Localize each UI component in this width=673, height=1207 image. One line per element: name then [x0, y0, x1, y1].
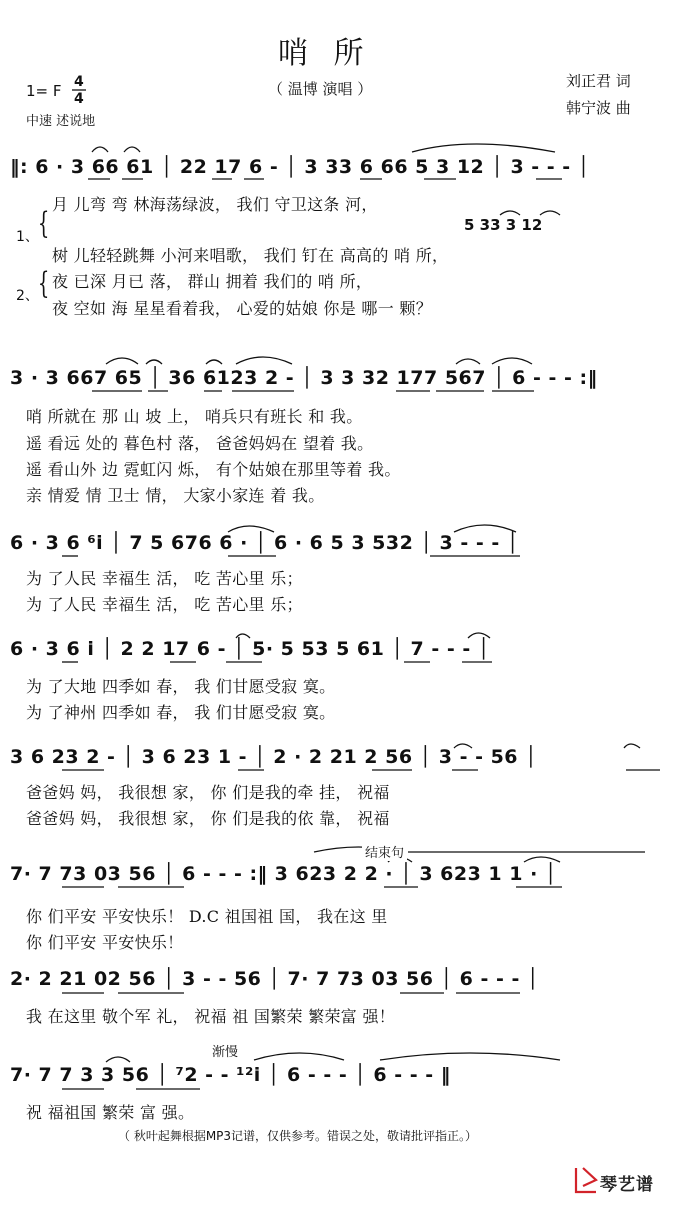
ritardando-marker: 渐慢	[212, 1045, 239, 1060]
notation-line-2: 3 · 3 667 65 │ 36 6123 2 - │ 3 3 32 177 567 │ 6 - - - :‖	[10, 367, 598, 389]
verse-label-1: 1、	[16, 229, 39, 245]
verse-brace-2: {	[37, 266, 50, 301]
lyric-5a: 爸爸妈 妈， 我很想 家， 你 们是我的牵 挂， 祝福	[26, 783, 390, 802]
ending-phrase-marker: 结束句	[362, 842, 407, 861]
notation-line-5: 3 6 23 2 - │ 3 6 23 1 - │ 2 · 2 21 2 56 │ 3 - - 56 │	[10, 746, 538, 768]
lyric-6a: 你 们平安 平安快乐！ D.C 祖国祖 国， 我在这 里	[26, 907, 388, 926]
lyric-1-verse-1b: 树 儿轻轻跳舞 小河来唱歌， 我们 钉在 高高的 哨 所，	[52, 246, 449, 265]
composer: 韩宁波 曲	[566, 99, 631, 117]
performer-subtitle: （ 温博 演唱 ）	[268, 80, 373, 98]
lyric-1-verse-1a: 月 儿弯 弯 林海荡绿波， 我们 守卫这条 河，	[52, 195, 378, 214]
lyric-2d: 亲 情爱 情 卫士 情， 大家小家连 着 我。	[26, 486, 325, 505]
lyric-7a: 我 在这里 敬个军 礼， 祝福 祖 国繁荣 繁荣富 强！	[26, 1007, 396, 1026]
notation-line-8: 7· 7 7 3 3 56 │ ⁷2 - - ¹²i │ 6 - - - │ 6 - - - ‖	[10, 1064, 451, 1086]
notation-line-3: 6 · 3 6 ⁶i │ 7 5 676 6 · │ 6 · 6 5 3 532 │ 3 - - - │	[10, 532, 519, 554]
lyric-3a: 为 了人民 幸福生 活， 吃 苦心里 乐；	[26, 569, 303, 588]
lyric-8a: 祝 福祖国 繁荣 富 强。	[26, 1103, 195, 1122]
verse-brace-1: {	[37, 206, 50, 241]
transcription-footnote: （ 秋叶起舞根据MP3记谱，仅供参考。错误之处，敬请批评指正。）	[118, 1129, 478, 1143]
lyric-1-verse-2b: 夜 空如 海 星星看着我， 心爱的姑娘 你是 哪一 颗？	[52, 299, 433, 318]
lyric-5b: 爸爸妈 妈， 我很想 家， 你 们是我的依 靠， 祝福	[26, 809, 390, 828]
time-signature-top: 4	[74, 74, 84, 90]
key-signature: 1= F	[26, 82, 62, 100]
verse-label-2: 2、	[16, 288, 39, 304]
notation-line-1: ‖: 6 · 3 66 61 │ 22 17 6 - │ 3 33 6 66 5 3 12 │ 3 - - - │	[10, 156, 590, 178]
time-signature-bottom: 4	[74, 91, 84, 107]
notation-line-6: 7· 7 73 03 56 │ 6 - - - :‖ 3 623 2 2 · │ 3 623 1 1 · │	[10, 863, 557, 885]
tempo-marking: 中速 述说地	[26, 114, 96, 129]
lyric-6b: 你 们平安 平安快乐！	[26, 933, 184, 952]
site-logo-text: 琴艺谱	[600, 1175, 654, 1195]
lyric-2c: 遥 看山外 边 霓虹闪 烁， 有个姑娘在那里等着 我。	[26, 460, 401, 479]
lyric-4b: 为 了神州 四季如 春， 我 们甘愿受寂 寞。	[26, 703, 336, 722]
song-title: 哨 所	[278, 36, 372, 71]
lyric-3b: 为 了人民 幸福生 活， 吃 苦心里 乐；	[26, 595, 303, 614]
lyric-1-verse-2a: 夜 已深 月已 落， 群山 拥着 我们的 哨 所，	[52, 272, 373, 291]
lyricist: 刘正君 词	[566, 72, 631, 90]
notation-line-7: 2· 2 21 02 56 │ 3 - - 56 │ 7· 7 73 03 56 │ 6 - - - │	[10, 968, 539, 990]
lyric-4a: 为 了大地 四季如 春， 我 们甘愿受寂 寞。	[26, 677, 336, 696]
lyric-2a: 哨 所就在 那 山 坡 上， 哨兵只有班长 和 我。	[26, 407, 363, 426]
lyric-2b: 遥 看远 处的 暮色村 落， 爸爸妈妈在 望着 我。	[26, 434, 374, 453]
harmony-notes: 5 33 3 12	[464, 216, 543, 234]
notation-line-4: 6 · 3 6 i │ 2 2 17 6 - │ 5· 5 53 5 61 │ 7 - - - │	[10, 638, 490, 660]
